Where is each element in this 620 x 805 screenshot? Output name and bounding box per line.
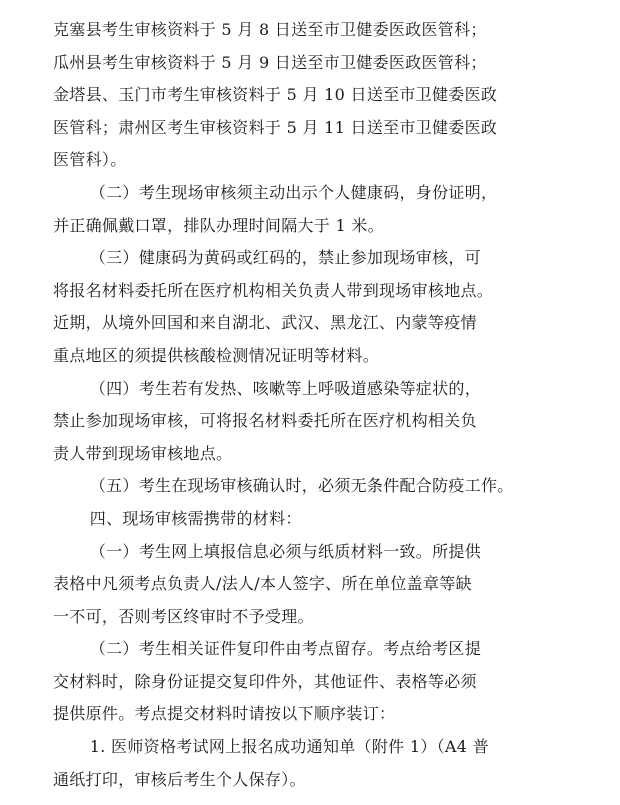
text-line: 瓜州县考生审核资料于 5 月 9 日送至市卫健委医政医管科； bbox=[53, 52, 487, 72]
text-line: 将报名材料委托所在医疗机构相关负责人带到现场审核地点。 bbox=[53, 280, 494, 300]
paragraph-binding-order-item-1 bbox=[53, 731, 578, 796]
text-line: 金塔县、玉门市考生审核资料于 5 月 10 日送至市卫健委医政 bbox=[53, 85, 498, 105]
text-line: （一）考生网上填报信息必须与纸质材料一致。所提供 bbox=[89, 541, 481, 561]
text-line: （四）考生若有发热、咳嗽等上呼吸道感染等症状的， bbox=[89, 378, 481, 398]
text-line: 近期，从境外回国和来自湖北、武汉、黑龙江、内蒙等疫情 bbox=[53, 313, 477, 333]
text-line: 一不可，否则考区终审时不予受理。 bbox=[53, 606, 314, 626]
text-line: 1. 医师资格考试网上报名成功通知单（附件 1）（A4 普 bbox=[89, 737, 489, 757]
text-line: 禁止参加现场审核，可将报名材料委托所在医疗机构相关负 bbox=[53, 411, 477, 431]
paragraph-item-3-yellow-red-code bbox=[53, 242, 578, 372]
paragraph-item-4-symptoms bbox=[53, 373, 578, 471]
text-line: 医管科）。 bbox=[53, 150, 127, 170]
text-line: 交材料时，除身份证提交复印件外，其他证件、表格等必须 bbox=[53, 671, 477, 691]
text-line: （二）考生现场审核须主动出示个人健康码，身份证明， bbox=[89, 182, 498, 202]
text-line: 重点地区的须提供核酸检测情况证明等材料。 bbox=[53, 345, 380, 365]
section-heading-materials bbox=[53, 503, 578, 536]
paragraph-materials-item-1 bbox=[53, 536, 578, 634]
text-line: （三）健康码为黄码或红码的，禁止参加现场审核，可 bbox=[89, 248, 481, 268]
paragraph-item-5-epidemic-prevention bbox=[53, 470, 578, 503]
paragraph-item-2-health-code bbox=[53, 177, 578, 242]
text-line: 通纸打印，审核后考生个人保存）。 bbox=[53, 769, 306, 789]
text-line: 并正确佩戴口罩，排队办理时间隔大于 1 米。 bbox=[53, 215, 384, 235]
text-line: 医管科；肃州区考生审核资料于 5 月 11 日送至市卫健委医政 bbox=[53, 117, 498, 137]
text-line: （二）考生相关证件复印件由考点留存。考点给考区提 bbox=[89, 639, 481, 659]
text-line: 克塞县考生审核资料于 5 月 8 日送至市卫健委医政医管科； bbox=[53, 20, 487, 39]
text-line: （五）考生在现场审核确认时，必须无条件配合防疫工作。 bbox=[89, 476, 514, 496]
heading-text: 四、现场审核需携带的材料： bbox=[89, 508, 302, 528]
text-line: 责人带到现场审核地点。 bbox=[53, 443, 233, 463]
paragraph-county-schedule bbox=[53, 14, 578, 177]
text-line: 表格中凡须考点负责人/法人/本人签字、所在单位盖章等缺 bbox=[53, 574, 472, 594]
text-line: 提供原件。考点提交材料时请按以下顺序装订： bbox=[53, 704, 396, 724]
paragraph-materials-item-2 bbox=[53, 633, 578, 731]
